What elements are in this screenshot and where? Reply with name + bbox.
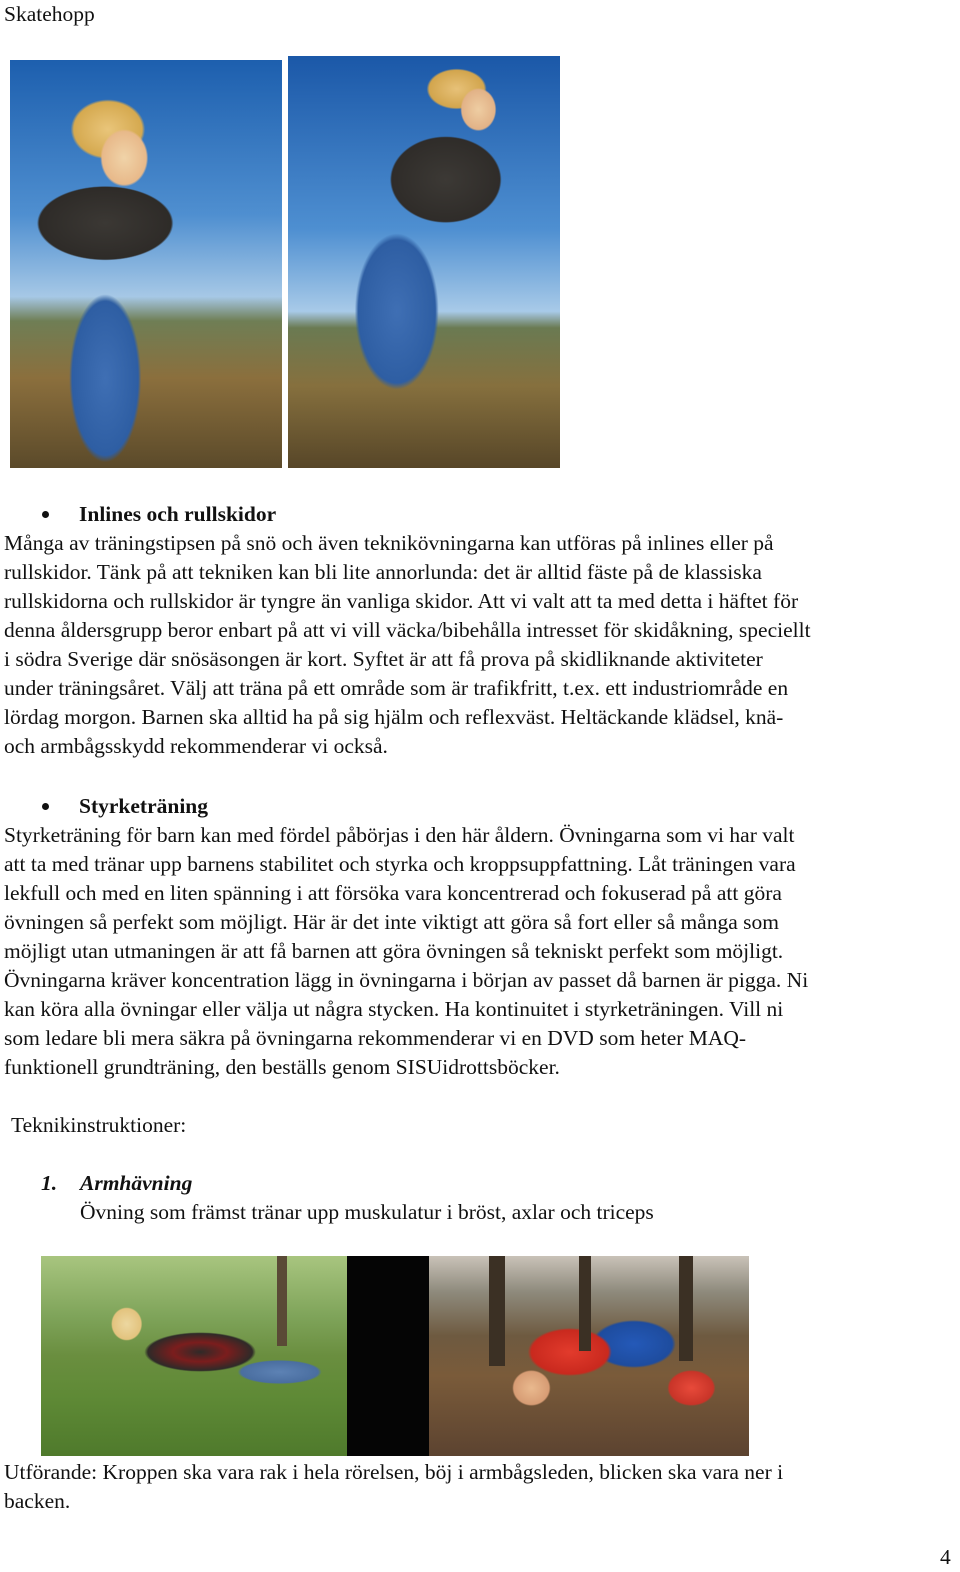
page-number: 4: [940, 1545, 951, 1569]
text-line: Övningarna kräver koncentration lägg in övningarna i början av passet då barnen är pigga. Ni: [4, 968, 809, 992]
tree-trunk: [679, 1256, 693, 1361]
paragraph-inlines: [4, 529, 956, 761]
text-line: lördag morgon. Barnen ska alltid ha på sig hjälm och reflexväst. Heltäckande klädsel, knä-: [4, 705, 784, 729]
technique-item-title: Armhävning: [80, 1171, 193, 1195]
text-line: att ta med tränar upp barnens stabilitet och styrka och kroppsuppfattning. Låt träningen vara: [4, 852, 796, 876]
text-line: under träningsåret. Välj att träna på ett område som är trafikfritt, t.ex. ett industriområde en: [4, 676, 789, 700]
text-line: Många av träningstipsen på snö och även teknikövningarna kan utföras på inlines eller på: [4, 531, 774, 555]
text-line: som ledare bli mera säkra på övningarna rekommenderar vi en DVD som heter MAQ-: [4, 1026, 747, 1050]
photo-pushup-forest: [429, 1256, 749, 1456]
photo-pushup-grass: [41, 1256, 347, 1456]
text-line: kan köra alla övningar eller välja ut några stycken. Ha kontinuitet i styrketräningen. Vill ni: [4, 997, 784, 1021]
technique-item-description: Övning som främst tränar upp muskulatur i bröst, axlar och triceps: [80, 1200, 654, 1224]
photo-runner-jump: [288, 56, 560, 468]
text-line: i södra Sverige där snösäsongen är kort. Syftet är att få prova på skidliknande aktiviteter: [4, 647, 763, 671]
text-line: övningen så perfekt som möjligt. Här är det inte viktigt att göra så fort eller så många som: [4, 910, 779, 934]
text-line: lekfull och med en liten spänning i att försöka vara koncentrerad och fokuserad på att göra: [4, 881, 782, 905]
technique-item-number: 1.: [41, 1171, 58, 1195]
tree-trunk: [277, 1256, 287, 1346]
text-line: och armbågsskydd rekommenderar vi också.: [4, 734, 388, 758]
text-line: denna åldersgrupp beror enbart på att vi vill väcka/bibehålla intresset för skidåkning, speciellt: [4, 618, 811, 642]
text-line: Styrketräning för barn kan med fördel påbörjas i den här åldern. Övningarna som vi har valt: [4, 823, 795, 847]
photo-divider: [347, 1256, 429, 1456]
text-line: rullskidorna och rullskidor är tyngre än vanliga skidor. Att vi valt att ta med detta i häftet för: [4, 589, 799, 613]
photo-runner-crouch: [10, 60, 282, 468]
text-line: rullskidor. Tänk på att tekniken kan bli lite annorlunda: det är alltid fäste på de klassiska: [4, 560, 762, 584]
paragraph-strength: [4, 821, 956, 1082]
bullet-icon: [42, 803, 49, 810]
technique-label: Teknikinstruktioner:: [11, 1113, 187, 1137]
paragraph-execution: [4, 1458, 956, 1516]
text-line: möjligt utan utmaningen är att få barnen att göra övningen så tekniskt perfekt som möjligt.: [4, 939, 784, 963]
tree-trunk: [579, 1256, 591, 1351]
text-line: funktionell grundträning, den beställs genom SISUidrottsböcker.: [4, 1055, 560, 1079]
section-heading-strength: Styrketräning: [40, 792, 208, 821]
tree-trunk: [489, 1256, 505, 1366]
text-line: Utförande: Kroppen ska vara rak i hela rörelsen, böj i armbågsleden, blicken ska vara ner i: [4, 1460, 784, 1484]
bullet-icon: [42, 511, 49, 518]
text-line: backen.: [4, 1489, 71, 1513]
section-heading-inlines: Inlines och rullskidor: [40, 500, 276, 529]
page-title: Skatehopp: [4, 2, 95, 26]
